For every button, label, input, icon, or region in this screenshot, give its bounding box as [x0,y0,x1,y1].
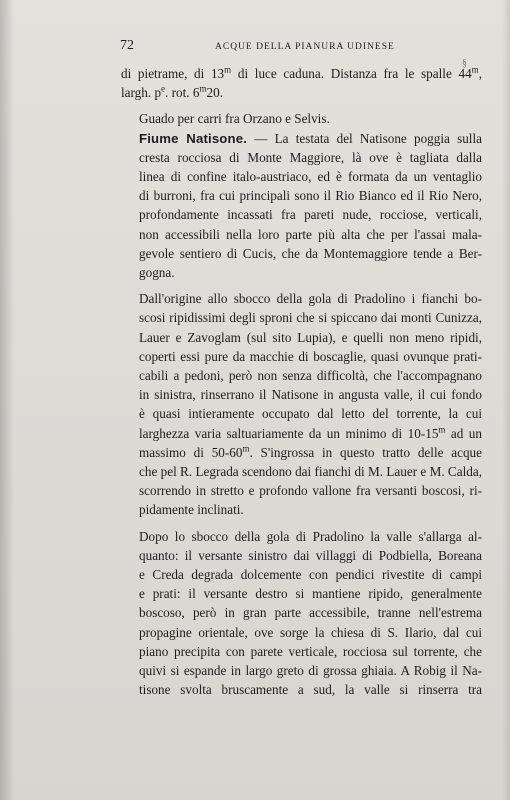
page-number: 72 [120,38,134,53]
text-line: massimo di 50-60$^m$. S'ingrossa in questo tratto delle acque [139,443,482,460]
text-line: Lauer e Zavoglam (sul sito Lupia), e quelli non meno ripidi, [139,329,482,345]
text-line: che pel R. Legrada scendono dai fianchi di M. Lauer e M. Calda, [139,464,482,480]
text-line: scorrendo in stretto e profondo vallone fra versanti boscosi, ri- [139,483,482,499]
text-line: tisone svolta bruscamente a sud, la valle si rinserra tra [139,682,482,698]
page-spine-shadow [0,0,14,800]
text-line: profondamente incassati fra pareti nude, rocciose, verticali, [139,207,482,223]
text-line: larghezza varia saltuariamente da un minimo di 10-15$^m$ ad un [139,424,482,441]
text-line: di pietrame, di 13$^m$ di luce caduna. Distanza fra le spalle 44$^m$, [121,64,482,81]
ford-paragraph [121,109,482,128]
text-line: cresta rocciosa di Monte Maggiore, là ove è tagliata dalla [139,149,482,165]
text-line: è quasi intieramente occupato dal letto del torrente, la cui [139,406,482,422]
text-line: di burroni, fra cui principali sono il Rio Bianco ed il Rio Nero, [139,188,482,204]
text-line: quivi si espande in largo greto di grossa ghiaia. A Robig il Na- [139,663,482,679]
text-line: boscoso, però in gran parte accessibile, tranne nell'estrema [139,605,482,621]
text-line: in sinistra, rinserrano il Natisone in angusta valle, il cui fondo [139,387,482,403]
text-line: e Creda degrada dolcemente con pendici rivestite di campi [139,567,482,583]
paragraph-valley [121,527,482,700]
text-line: propagine orientale, ove sorge la chiesa di S. Ilario, dal cui [139,624,482,640]
text-line: piano precipita con parete verticale, rocciosa sul torrente, che [139,643,482,659]
document-body [121,64,482,700]
text-line: Dall'origine allo sbocco della gola di Pradolino i fianchi bo- [139,291,482,307]
text-line: quanto: il versante sinistro dai villaggi di Podbiella, Boreana [139,547,482,563]
section-paragraph [121,129,482,283]
text-line: gogna. [139,265,175,281]
intro-paragraph [121,64,482,102]
text-line: non accessibili nella loro parte più alta che per l'assai mala- [139,226,482,242]
text-line: coperti essi pure da macchie di boscaglie, quasi ovunque prati- [139,348,482,364]
running-head: ACQUE DELLA PIANURA UDINESE [215,42,395,52]
text-line: scosi ripidissimi degli sproni che si spiccano dai monti Cunizza, [139,310,482,326]
paragraph-origin [121,289,482,519]
text-line: Dopo lo sbocco della gola di Pradolino la valle s'allarga al- [139,528,482,544]
section-title-continuation: — La testata del Natisone poggia sulla [247,130,482,146]
text-line: pidamente inclinati. [139,502,244,518]
page-edge-shadow [502,0,510,800]
section-first-line [121,129,482,148]
margin-mark: § [462,58,467,69]
page-header [120,38,485,56]
text-line: largh. $p^e$. rot. 6$^m$20. [121,83,223,101]
text-line: cabili a pedoni, però non senza difficoltà, che l'accompagnano [139,368,482,384]
text-line: gevole sentiero di Cucis, che da Montemaggiore tende a Ber- [139,245,482,261]
text-line: linea di confine italo-austriaco, ed è formata da un ventaglio [139,169,482,185]
section-title: Fiume Natisone. [139,130,248,146]
text-line: e prati: il versante destro si mantiene ripido, generalmente [139,586,482,602]
text-line: Guado per carri fra Orzano e Selvis. [139,111,330,127]
